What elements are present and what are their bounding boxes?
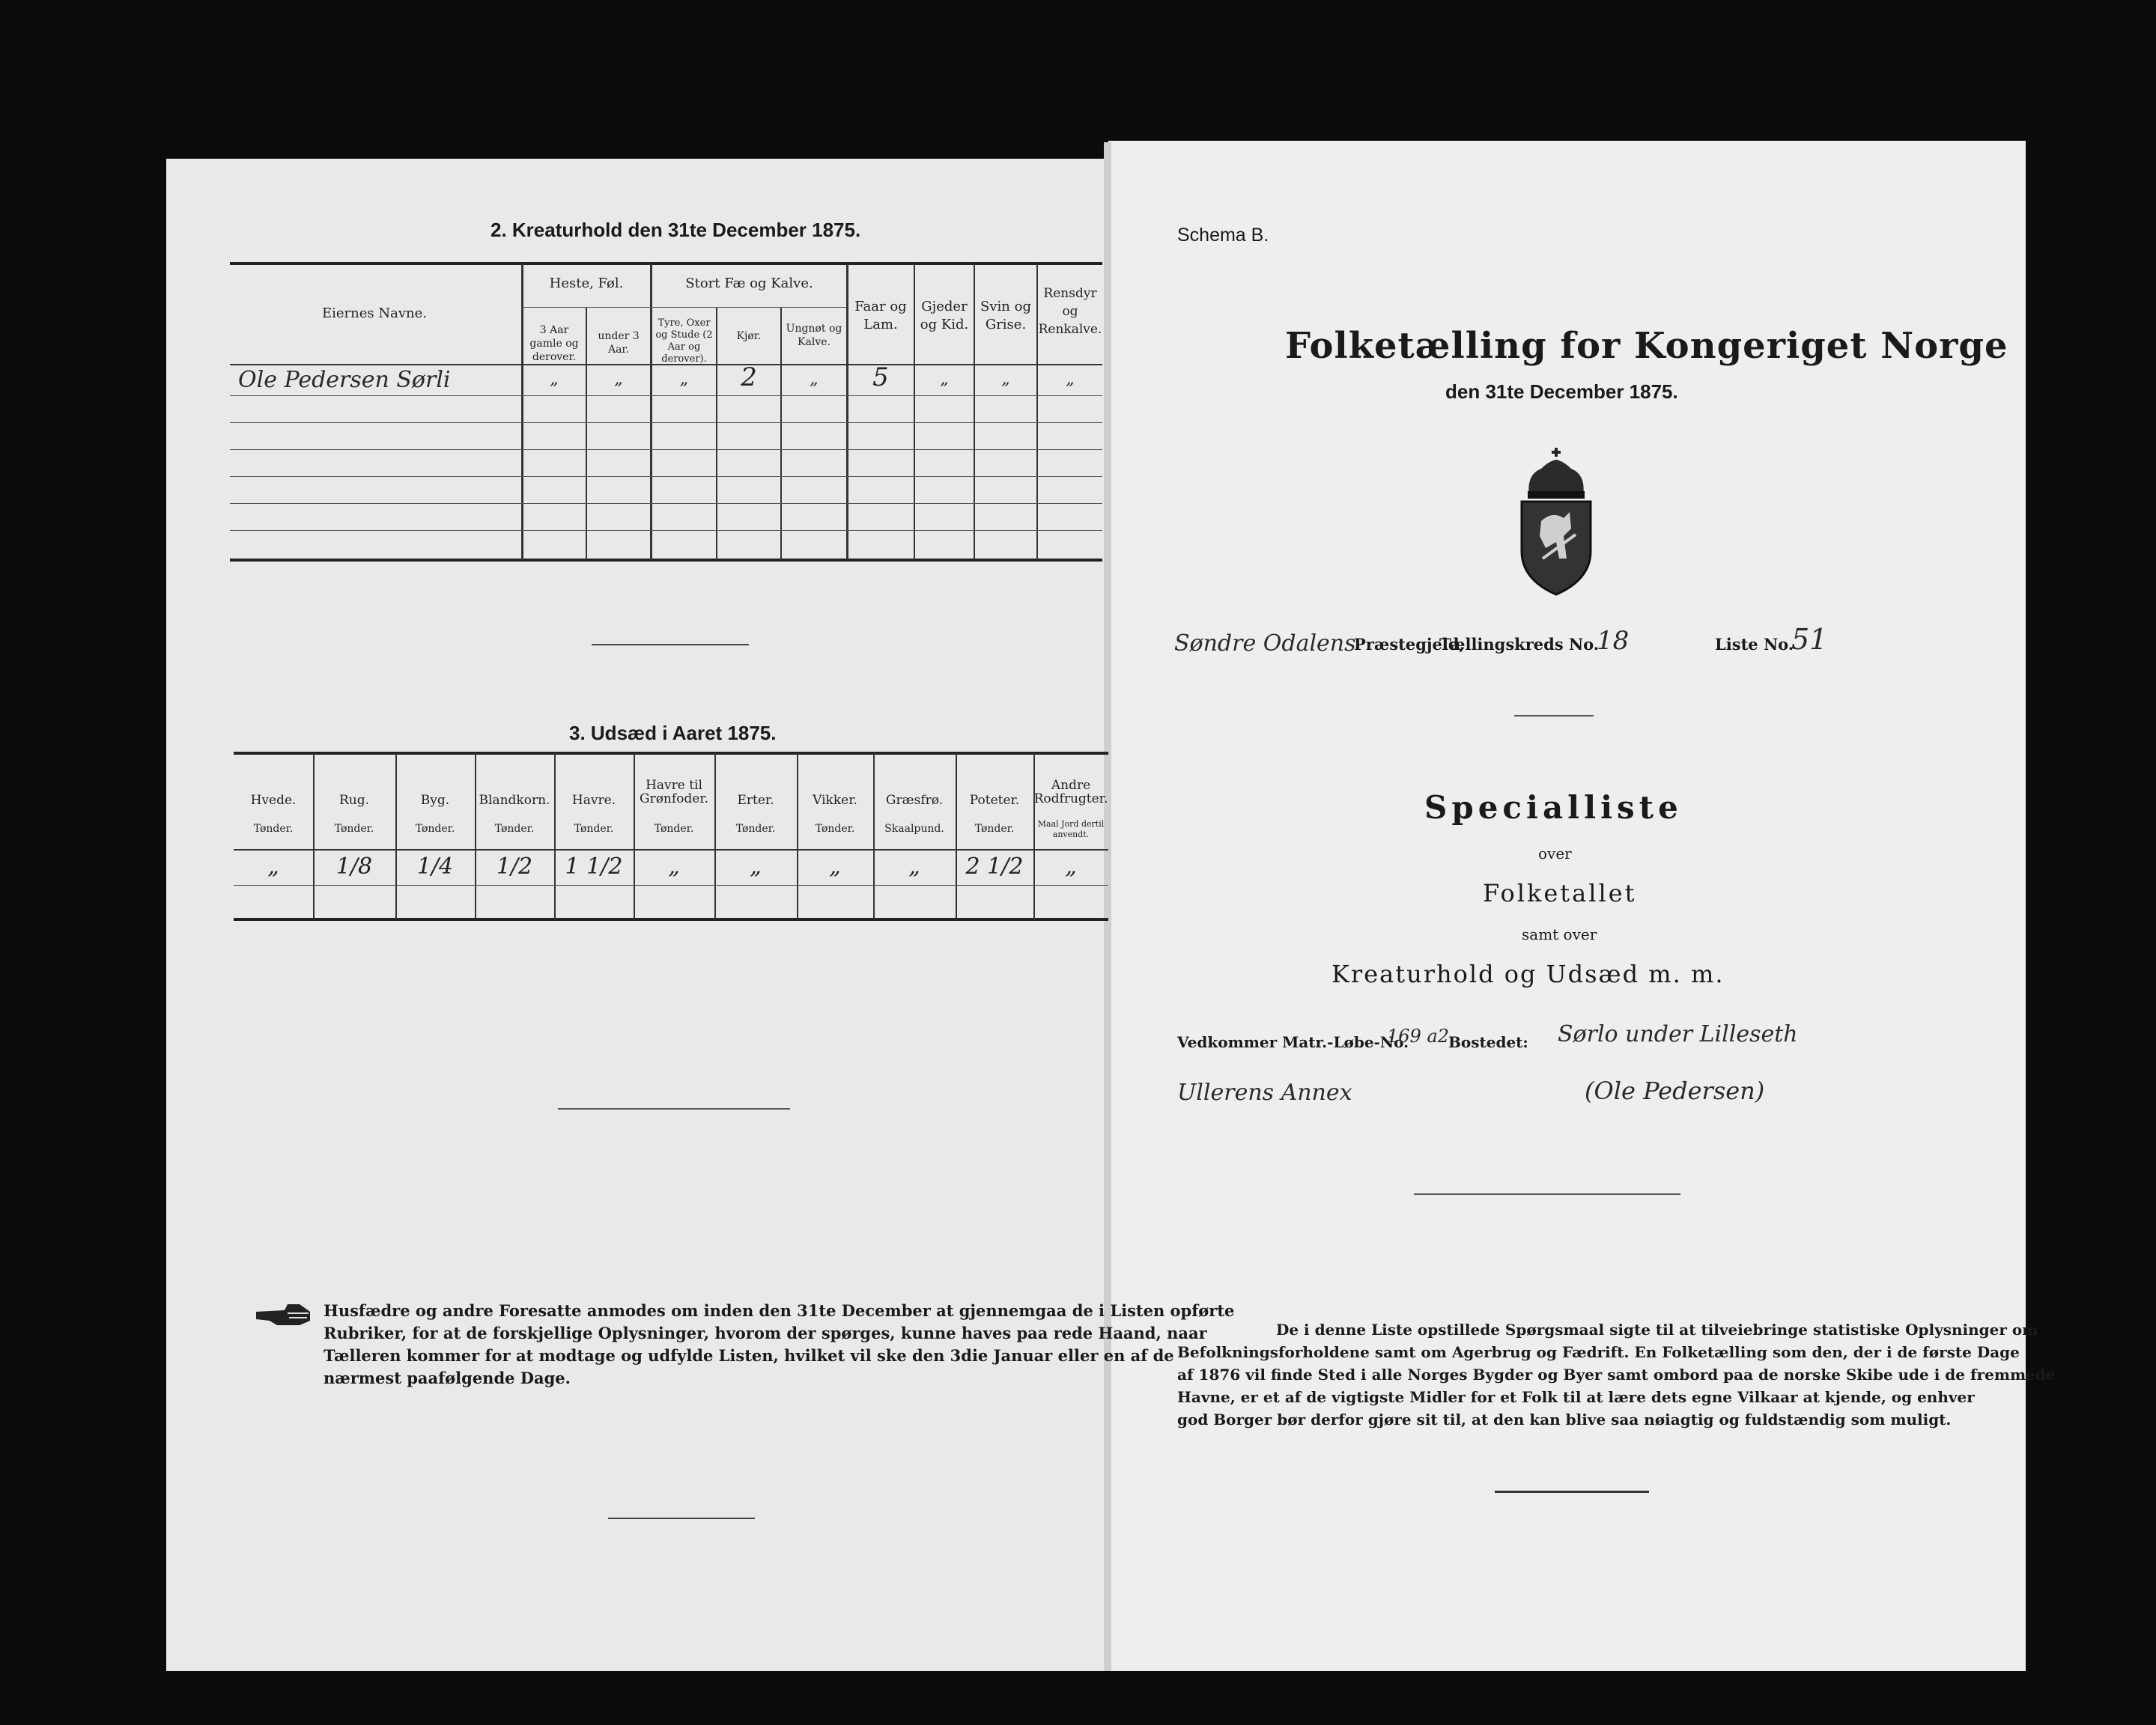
table2-vline (797, 753, 798, 919)
table2-vline (714, 753, 716, 919)
footer-line-4: Havne, er et af de vigtigste Midler for et Folk til at lære dets egne Vilkaar at kjende, og enhver (1177, 1388, 1975, 1406)
table1-row-rule (230, 530, 1102, 531)
table1-row-rule (230, 422, 1102, 423)
matr-number: 169 a2 (1387, 1026, 1450, 1047)
table2-vline (313, 753, 315, 919)
reindeer-header: Rensdyr og Renkalve. (1038, 286, 1102, 337)
footer-line-1: De i denne Liste opstillede Spørgsmaal sigte til at tilveiebringe statistiske Oplysninger om (1276, 1321, 2038, 1339)
horses-young-header: under 3 Aar. (598, 330, 640, 356)
table2-header: Erter. (737, 793, 774, 808)
table1-bottom-rule (230, 559, 1102, 562)
table2-vline (554, 753, 556, 919)
kreaturhold-heading: Kreaturhold og Udsæd m. m. (1331, 960, 1725, 988)
folketallet-heading: Folketallet (1483, 879, 1637, 907)
horses-young-value: „ (614, 370, 623, 389)
young-cattle-value: „ (810, 370, 819, 389)
footer-line-2: Befolkningsforholdene samt om Agerbrug og Fædrift. En Folketælling som den, der i de første Dage (1177, 1343, 2020, 1361)
table1-subheader-rule (521, 307, 846, 308)
table2-unit: Tønder. (815, 823, 855, 835)
table2-value: „ (1065, 854, 1077, 880)
horses-old-header: 3 Aar gamle og derover. (529, 324, 579, 363)
table2-header: Havre til Grønfoder. (639, 778, 709, 806)
notice-line-3: Tælleren kommer for at modtage og udfylde Listen, hvilket vil ske den 3die Januar eller en af de (324, 1346, 1174, 1365)
table1-row-rule (230, 503, 1102, 504)
table2-value: „ (829, 854, 841, 880)
owner-name: Ole Pedersen Sørli (238, 367, 451, 393)
table2-vline (873, 753, 875, 919)
district-label: Tællingskreds No. (1439, 635, 1600, 654)
footer-line-3: af 1876 vil finde Sted i alle Norges Bygder og Byer samt ombord paa de norske Skibe ude i de fremmede (1177, 1366, 2056, 1384)
samt-over-text: samt over (1522, 925, 1597, 943)
table2-unit: Tønder. (654, 823, 694, 835)
cattle-young-header: Ungnøt og Kalve. (786, 323, 842, 348)
district-number: 18 (1597, 626, 1630, 656)
pointing-hand-icon (255, 1301, 313, 1328)
list-label: Liste No. (1715, 635, 1794, 654)
table2-header: Havre. (571, 793, 616, 808)
table2-value: „ (267, 854, 279, 880)
table2-value: 1/2 (496, 854, 533, 880)
separator-rule (592, 644, 749, 645)
table2-vline (395, 753, 397, 919)
table2-value: 1/4 (416, 854, 454, 880)
separator-rule (558, 1108, 790, 1110)
table2-header: Hvede. (250, 793, 297, 808)
table2-unit: Tønder. (735, 823, 776, 835)
table2-header: Byg. (420, 793, 450, 808)
table2-value: 1 1/2 (565, 854, 623, 880)
table2-vline (956, 753, 957, 919)
table2-unit: Tønder. (494, 823, 535, 835)
table1-top-rule (230, 262, 1102, 265)
table2-unit: Tønder. (415, 823, 455, 835)
separator-rule (1514, 715, 1594, 717)
table2-unit: Tønder. (253, 823, 294, 835)
owner-header: Eiernes Navne. (322, 305, 427, 321)
parish-label: Præstegjeld, (1354, 635, 1465, 654)
table2-header: Rug. (338, 793, 370, 808)
table2-value: „ (750, 854, 762, 880)
table2-header: Andre Rodfrugter. (1033, 778, 1108, 806)
table2-value: 1/8 (335, 854, 373, 880)
specialliste-heading: Specialliste (1424, 789, 1683, 826)
table2-header: Græsfrø. (885, 793, 944, 808)
sheep-value: 5 (872, 362, 889, 392)
goats-value: „ (940, 370, 949, 389)
section3-title: 3. Udsæd i Aaret 1875. (569, 722, 777, 744)
pigs-value: „ (1001, 370, 1010, 389)
separator-rule (1495, 1491, 1649, 1493)
pigs-header: Svin og Grise. (980, 299, 1031, 332)
table2-row-rule (234, 885, 1108, 886)
cattle-bulls-header: Tyre, Oxer og Stude (2 Aar og derover). (655, 317, 713, 365)
notice-line-2: Rubriker, for at de forskjellige Oplysninger, hvorom der spørges, kunne haves paa rede Haand, naar (324, 1324, 1207, 1342)
table2-unit: Tønder. (974, 823, 1015, 835)
notice-line-4: nærmest paafølgende Dage. (324, 1369, 571, 1387)
table2-value: 2 1/2 (965, 854, 1024, 880)
footer-line-5: god Borger bør derfor gjøre sit til, at den kan blive saa nøiagtig og fuldstændig som muligt. (1177, 1411, 1952, 1429)
table2-unit: Tønder. (574, 823, 614, 835)
schema-label: Schema B. (1177, 225, 1269, 246)
table2-value: „ (668, 854, 680, 880)
table1-vline (521, 264, 523, 560)
census-date: den 31te December 1875. (1445, 380, 1678, 403)
table2-header-rule (234, 849, 1108, 851)
parish-handwritten: Søndre Odalens (1174, 630, 1356, 657)
horses-old-value: „ (550, 370, 559, 389)
matr-label: Vedkommer Matr.-Løbe-No. (1177, 1033, 1409, 1051)
goats-header: Gjeder og Kid. (920, 299, 969, 332)
table2-bottom-rule (234, 918, 1108, 921)
notice-line-1: Husfædre og andre Foresatte anmodes om inden den 31te December at gjennemgaa de i Listen opførte (324, 1301, 1235, 1320)
bosted-value: Sørlo under Lilleseth (1558, 1021, 1798, 1047)
table2-unit: Maal Jord dertil anvendt. (1037, 819, 1105, 839)
separator-rule (1414, 1193, 1680, 1195)
bulls-value: „ (679, 370, 689, 389)
owner-value: (Ole Pedersen) (1585, 1077, 1765, 1105)
table2-header: Vikker. (813, 793, 857, 808)
cattle-group-header: Stort Fæ og Kalve. (685, 276, 813, 291)
bosted-label: Bostedet: (1448, 1033, 1528, 1051)
census-title: Folketælling for Kongeriget Norge (1285, 325, 2008, 367)
over-text: over (1538, 845, 1572, 862)
reindeer-value: „ (1066, 370, 1075, 389)
table2-vline (475, 753, 476, 919)
table2-unit: Skaalpund. (884, 823, 944, 835)
horses-group-header: Heste, Føl. (549, 276, 624, 291)
page-gutter (1104, 142, 1111, 1671)
table1-row-rule (230, 476, 1102, 477)
separator-rule (608, 1518, 755, 1519)
table1-vline (716, 307, 717, 560)
cattle-cows-header: Kjør. (736, 330, 762, 342)
table2-top-rule (234, 752, 1108, 755)
section2-title: 2. Kreaturhold den 31te December 1875. (491, 219, 861, 241)
cows-value: 2 (741, 362, 757, 392)
sheep-header: Faar og Lam. (854, 299, 907, 332)
table2-unit: Tønder. (334, 823, 374, 835)
annex-value: Ullerens Annex (1177, 1080, 1352, 1106)
coat-of-arms-emblem (1511, 446, 1601, 596)
table1-vline (650, 264, 652, 560)
table2-value: „ (908, 854, 920, 880)
table1-row-rule (230, 449, 1102, 450)
table2-header: Blandkorn. (479, 793, 550, 808)
table2-header: Poteter. (969, 793, 1020, 808)
list-number: 51 (1791, 623, 1828, 656)
table1-row-rule (230, 395, 1102, 396)
